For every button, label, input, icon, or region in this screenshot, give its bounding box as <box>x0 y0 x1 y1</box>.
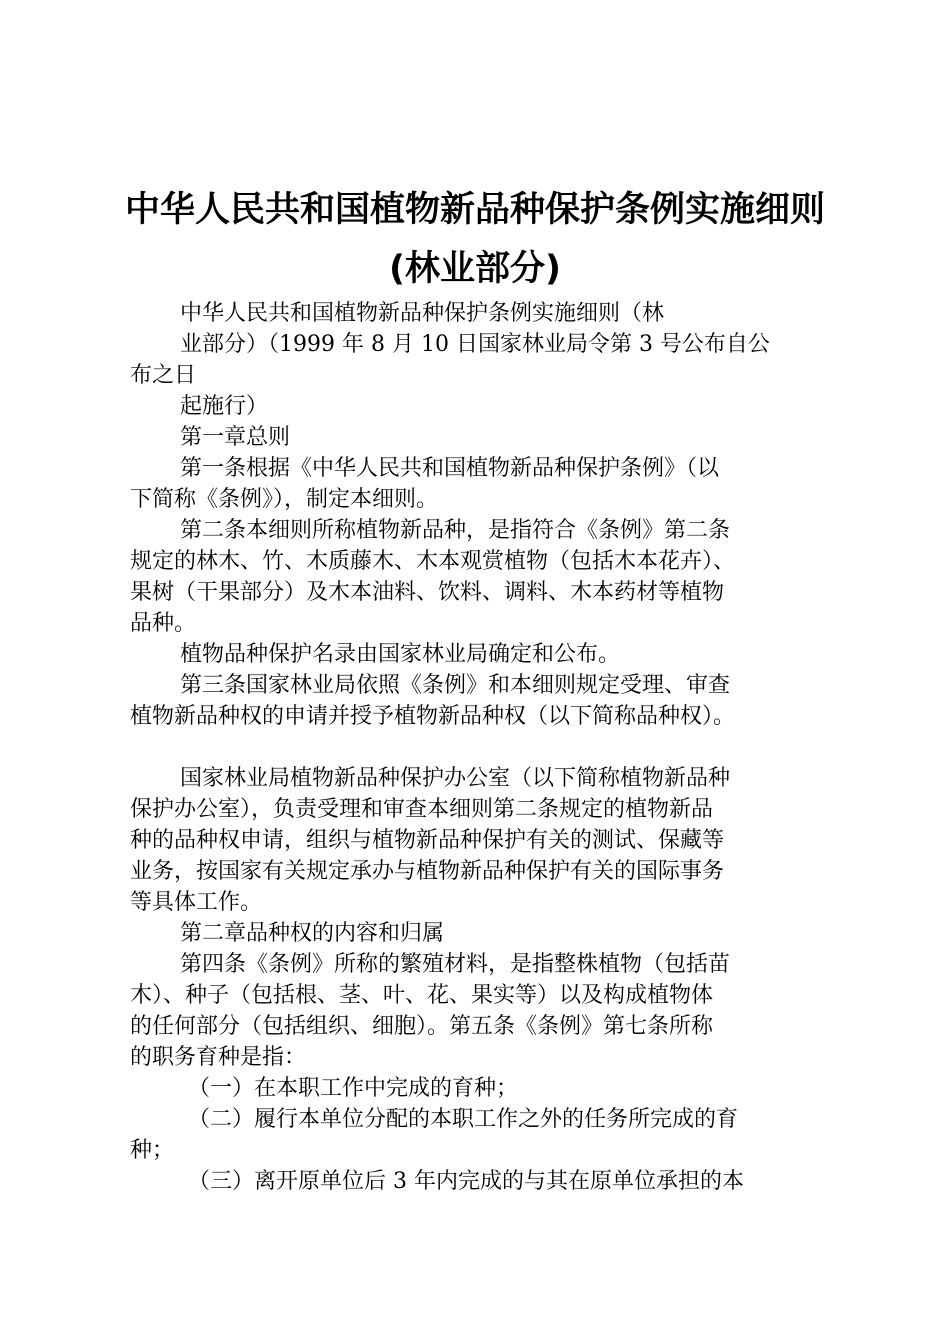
body-line: 植物新品种权的申请并授予植物新品种权（以下简称品种权）。 <box>130 704 736 729</box>
body-line: 规定的林木、竹、木质藤木、木本观赏植物（包括木本花卉）、 <box>130 549 736 574</box>
document-title: 中华人民共和国植物新品种保护条例实施细则 <box>124 190 825 230</box>
body-line: 保护办公室），负责受理和审查本细则第二条规定的植物新品 <box>130 797 714 822</box>
chapter-heading: 第一章总则 <box>180 425 291 450</box>
body-line: 果树（干果部分）及木本油料、饮料、调料、木本药材等植物 <box>130 580 725 605</box>
body-line: 的职务育种是指： <box>130 1045 307 1070</box>
body-line: 第一条根据《中华人民共和国植物新品种保护条例》（以 <box>180 456 720 481</box>
body-line: 品种。 <box>130 611 197 636</box>
body-line: 下简称《条例》），制定本细则。 <box>130 487 439 512</box>
body-line: 起施行） <box>180 394 269 419</box>
body-line: 的任何部分（包括组织、细胞）。第五条《条例》第七条所称 <box>130 1014 714 1039</box>
body-line: 国家林业局植物新品种保护办公室（以下简称植物新品种 <box>180 766 731 791</box>
list-item: （一）在本职工作中完成的育种； <box>188 1076 519 1101</box>
body-line: 业务，按国家有关规定承办与植物新品种保护有关的国际事务 <box>130 859 725 884</box>
body-line: 业部分）（1999 年 8 月 10 日国家林业局令第 3 号公布自公 <box>180 332 770 357</box>
list-item: （二）履行本单位分配的本职工作之外的任务所完成的育 <box>188 1107 739 1132</box>
body-line: 第四条《条例》所称的繁殖材料，是指整株植物（包括苗 <box>180 952 731 977</box>
document-body <box>130 298 830 1197</box>
body-line: 布之日 <box>130 363 197 388</box>
body-line: 中华人民共和国植物新品种保护条例实施细则（林 <box>180 301 665 326</box>
body-line: 植物品种保护名录由国家林业局确定和公布。 <box>180 642 621 667</box>
body-line: 木）、种子（包括根、茎、叶、花、果实等）以及构成植物体 <box>130 983 714 1008</box>
body-line: 第二条本细则所称植物新品种，是指符合《条例》第二条 <box>180 518 731 543</box>
body-line: 种的品种权申请，组织与植物新品种保护有关的测试、保藏等 <box>130 828 725 853</box>
chapter-heading: 第二章品种权的内容和归属 <box>180 921 445 946</box>
list-item: （三）离开原单位后 3 年内完成的与其在原单位承担的本 <box>188 1169 744 1194</box>
body-line: 种； <box>130 1138 175 1163</box>
document-subtitle: (林业部分) <box>389 249 561 289</box>
paragraph-gap <box>130 732 830 763</box>
body-line: 第三条国家林业局依照《条例》和本细则规定受理、审查 <box>180 673 731 698</box>
body-line: 等具体工作。 <box>130 890 263 915</box>
